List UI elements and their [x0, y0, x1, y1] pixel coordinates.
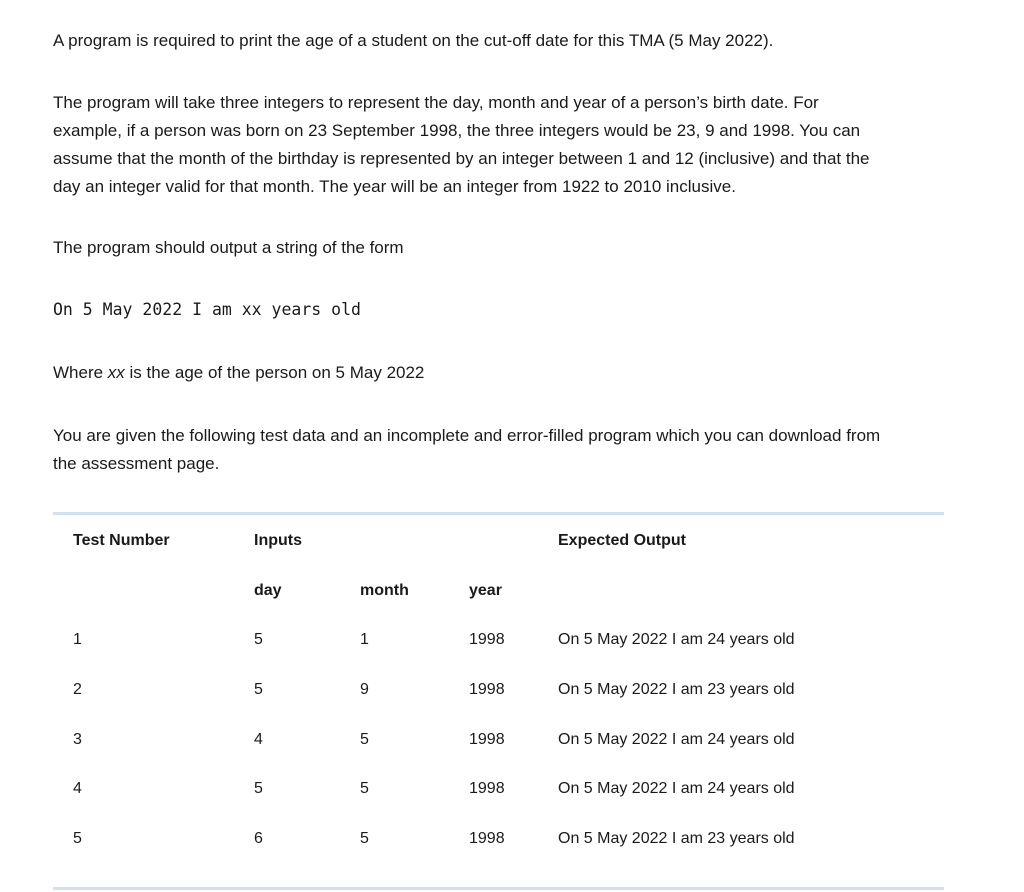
paragraph-line: You are given the following test data and an incomplete and error-filled program which you can download from	[53, 426, 881, 445]
output-format-code: On 5 May 2022 I am xx years old	[53, 300, 361, 319]
paragraph-line: The program will take three integers to represent the day, month and year of a person’s birth date. For	[53, 93, 819, 112]
cell-month: 5	[360, 731, 369, 748]
output-form-paragraph: The program should output a string of the form	[53, 238, 404, 257]
cell-day: 6	[254, 830, 263, 847]
cell-day: 5	[254, 631, 263, 648]
test-data-paragraph	[53, 422, 953, 478]
variable-xx: xx	[107, 363, 125, 382]
explanation-suffix: is the age of the person on 5 May 2022	[124, 363, 425, 382]
cell-month: 9	[360, 681, 369, 698]
paragraph-line: the assessment page.	[53, 454, 220, 473]
cell-test-number: 3	[73, 731, 82, 748]
age-explanation-paragraph	[53, 359, 953, 387]
paragraph-line: day an integer valid for that month. The year will be an integer from 1922 to 2010 inclusive.	[53, 177, 736, 196]
paragraph-line: assume that the month of the birthday is represented by an integer between 1 and 12 (inclusive) and that the	[53, 149, 870, 168]
cell-month: 1	[360, 631, 369, 648]
explanation-prefix: Where	[53, 363, 108, 382]
cell-expected-output: On 5 May 2022 I am 23 years old	[558, 681, 795, 698]
paragraph-line: example, if a person was born on 23 September 1998, the three integers would be 23, 9 and 1998. You can	[53, 121, 861, 140]
cell-test-number: 4	[73, 780, 82, 797]
cell-expected-output: On 5 May 2022 I am 24 years old	[558, 780, 795, 797]
cell-year: 1998	[469, 830, 505, 847]
header-day: day	[254, 582, 282, 599]
header-expected-output: Expected Output	[558, 532, 687, 549]
test-data-table	[53, 512, 944, 890]
cell-expected-output: On 5 May 2022 I am 23 years old	[558, 830, 795, 847]
cell-test-number: 5	[73, 830, 82, 847]
cell-test-number: 1	[73, 631, 82, 648]
cell-test-number: 2	[73, 681, 82, 698]
cell-year: 1998	[469, 780, 505, 797]
cell-year: 1998	[469, 731, 505, 748]
header-month: month	[360, 582, 409, 599]
cell-expected-output: On 5 May 2022 I am 24 years old	[558, 631, 795, 648]
cell-day: 4	[254, 731, 263, 748]
intro-paragraph: A program is required to print the age of a student on the cut-off date for this TMA (5 May 2022).	[53, 31, 774, 50]
cell-month: 5	[360, 780, 369, 797]
cell-month: 5	[360, 830, 369, 847]
header-inputs: Inputs	[254, 532, 302, 549]
header-year: year	[469, 582, 502, 599]
cell-expected-output: On 5 May 2022 I am 24 years old	[558, 731, 795, 748]
header-test-number: Test Number	[73, 532, 170, 549]
cell-year: 1998	[469, 631, 505, 648]
cell-day: 5	[254, 681, 263, 698]
cell-day: 5	[254, 780, 263, 797]
input-description-paragraph	[53, 89, 953, 201]
cell-year: 1998	[469, 681, 505, 698]
